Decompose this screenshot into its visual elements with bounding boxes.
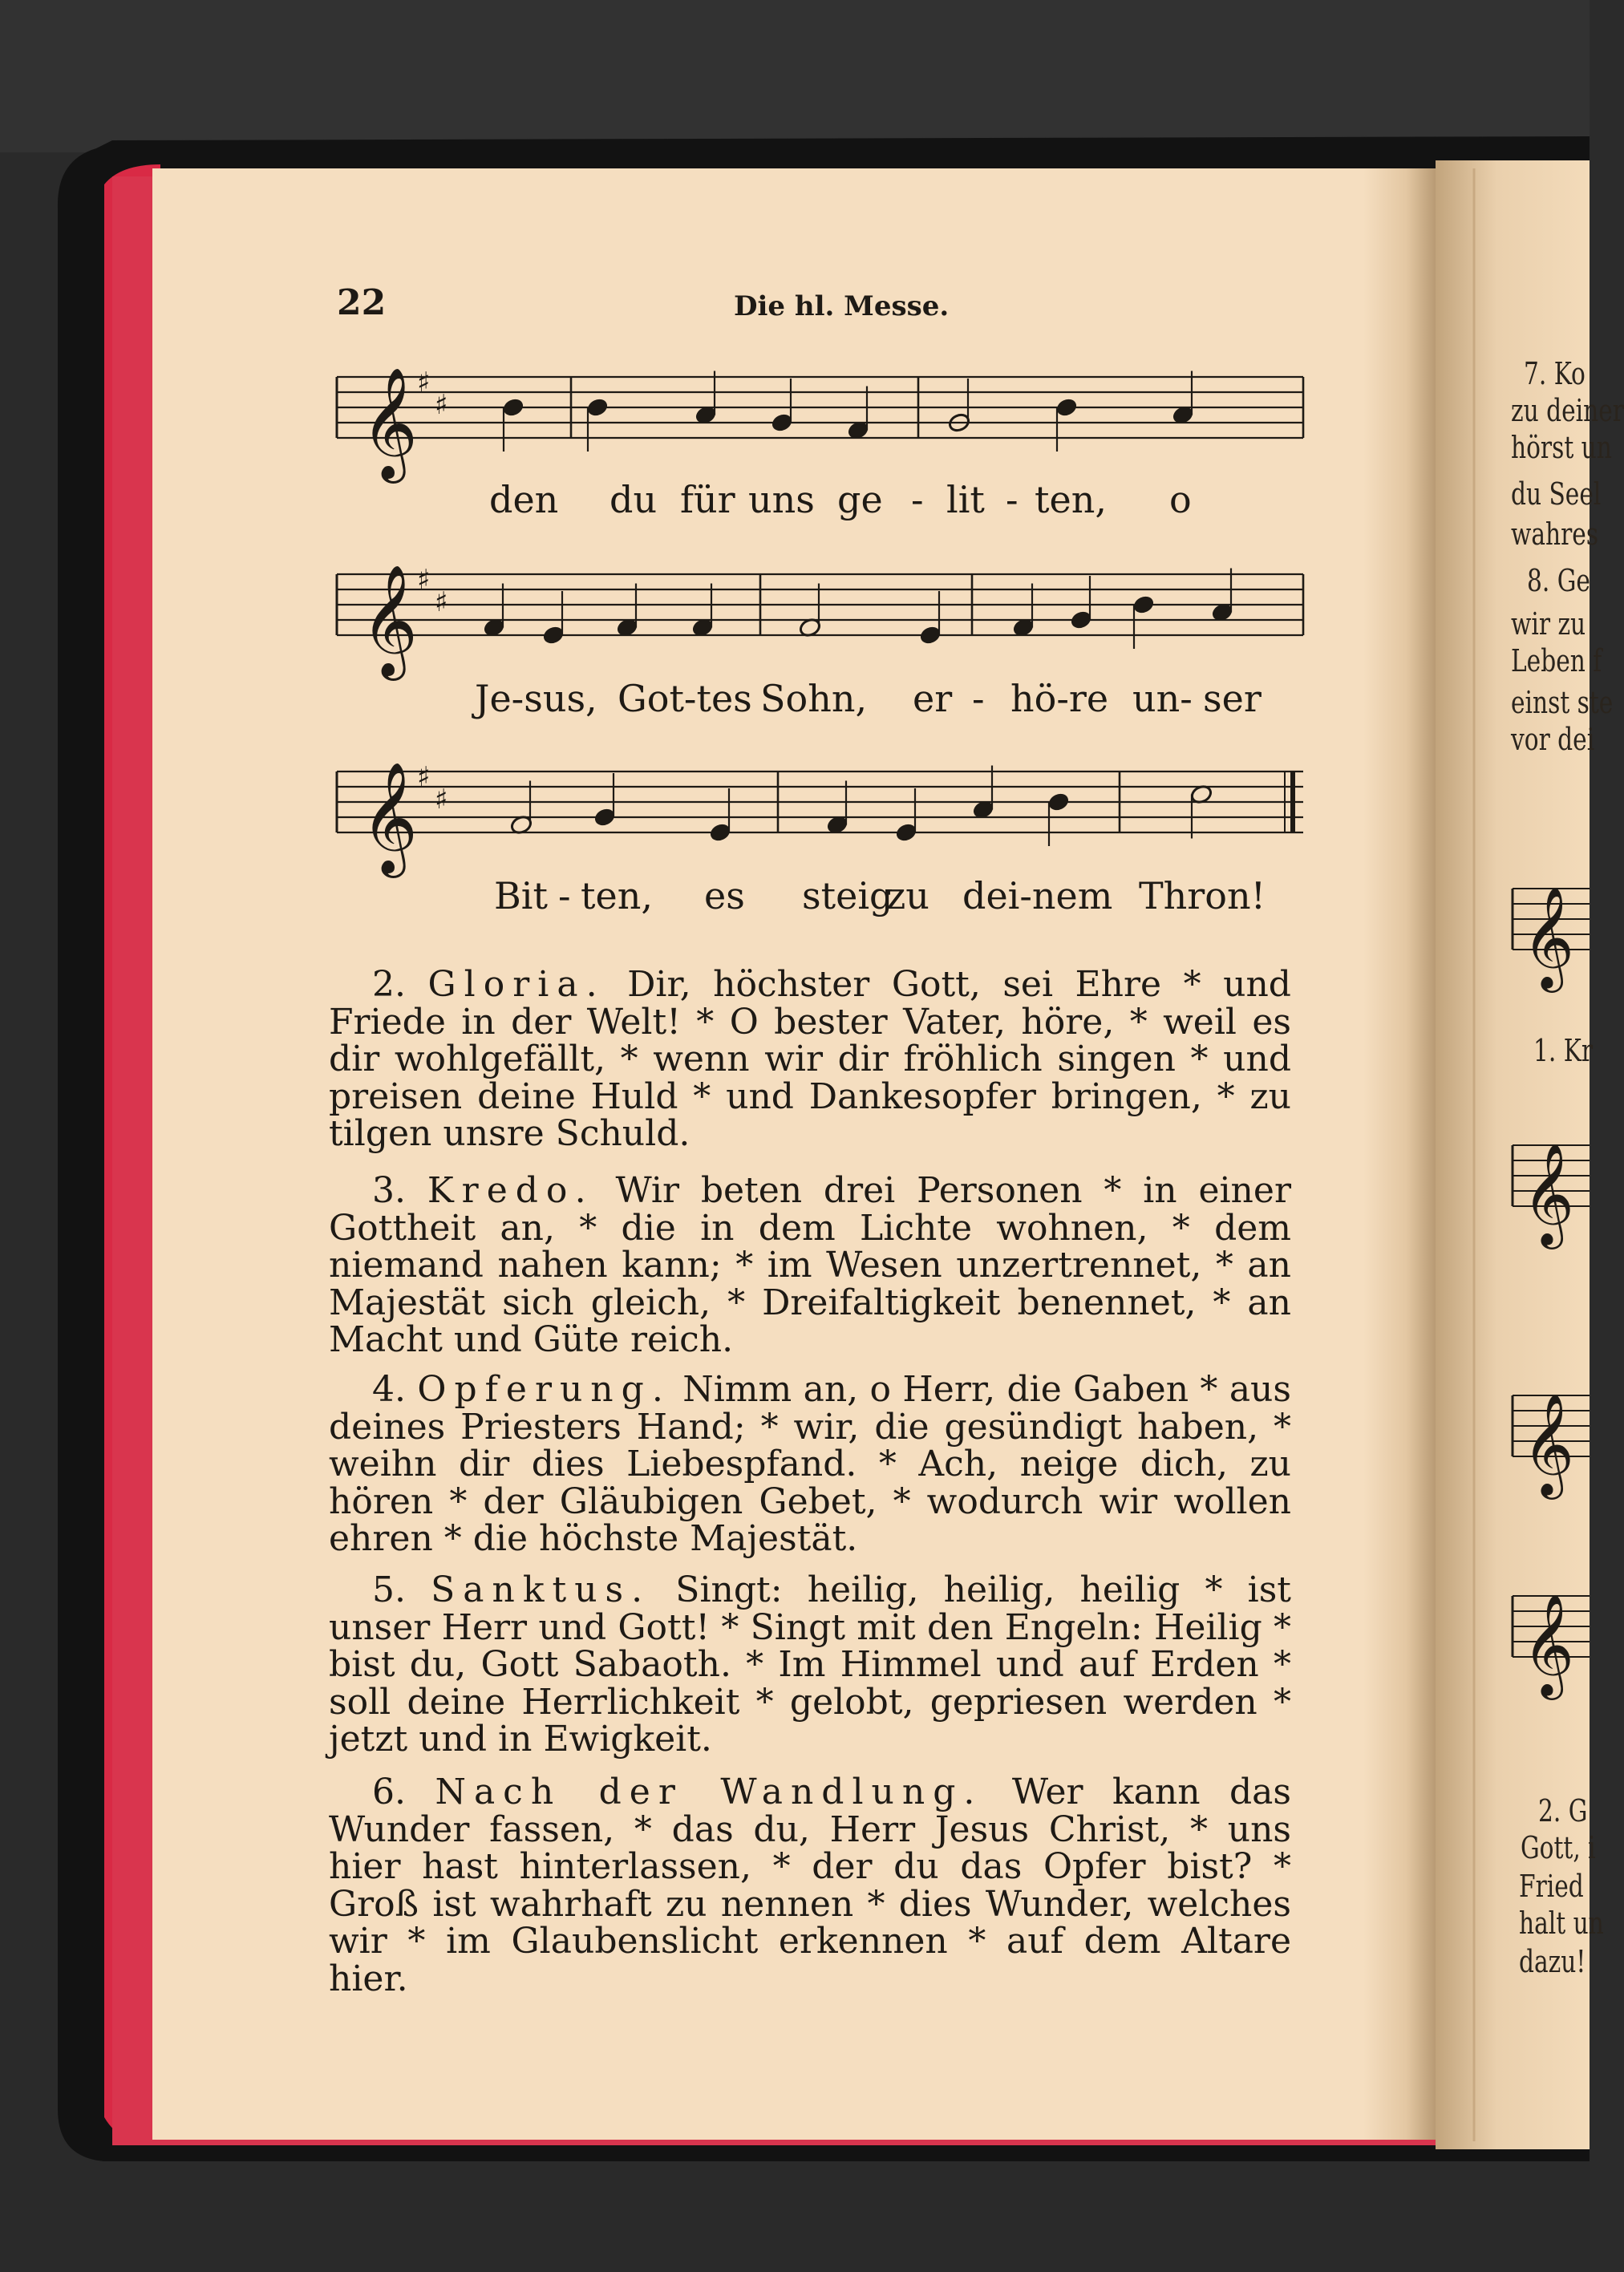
lyric-syllable: den — [489, 478, 559, 521]
verse-opferung — [329, 1371, 1291, 1558]
lyric-syllable: er — [913, 677, 953, 720]
facing-fragment: wahres — [1511, 516, 1599, 552]
lyric-syllable: ten, — [1035, 478, 1107, 521]
facing-fragment: Leben f — [1511, 643, 1602, 678]
verse-number: 3. — [372, 1170, 406, 1211]
lyric-syllable: Thron! — [1139, 874, 1266, 917]
lyric-syllable: un- — [1132, 677, 1193, 720]
sharp-icon: ♯ — [417, 761, 431, 793]
facing-fragment: 2. G — [1538, 1793, 1588, 1829]
running-head: Die hl. Messe. — [734, 290, 950, 322]
facing-fragment: wir zu — [1511, 606, 1586, 642]
lyric-syllable: ge — [837, 478, 883, 521]
lyric-syllable: Je-sus, — [475, 677, 597, 720]
lyric-syllable: Got-tes — [618, 677, 752, 720]
treble-clef-icon: 𝄞 — [361, 367, 418, 479]
verse-heading: Kredo. — [427, 1170, 594, 1211]
lyric-syllable: hö-re — [1010, 677, 1109, 720]
facing-fragment: zu deiner — [1511, 393, 1624, 428]
sharp-icon: ♯ — [417, 367, 431, 399]
facing-fragment: 1. Kr — [1533, 1033, 1594, 1068]
verse-sanktus — [329, 1569, 1291, 1760]
verse-text: Dir, höchster Gott, sei Ehre * und Friede in der Welt! * O bester Vater, höre, * weil es dir wohlgefällt, * wenn wir dir fröhlich singen * und preisen deine Huld * und Dankesopfer bringen, * zu tilgen unsre Schuld. — [329, 964, 1291, 1154]
treble-clef-icon: 𝄞 — [361, 762, 418, 873]
treble-clef-icon: 𝄞 — [1522, 1593, 1575, 1695]
facing-fragment: du Seel — [1511, 476, 1602, 512]
verse-text: Nimm an, o Herr, die Gaben * aus deines Priesters Hand; * wir, die gesündigt haben, * weihn dir dies Liebespfand. * Ach, neige dich, zu hören * der Gläubigen Gebet, * wodurch wir wollen ehren * die höchste Majestät. — [329, 1369, 1291, 1559]
lyric-syllable: ten, — [581, 874, 653, 917]
facing-fragment: 8. Ge — [1527, 563, 1590, 598]
lyric-syllable: zu — [886, 874, 929, 917]
page-number: 22 — [337, 282, 387, 323]
verse-text: Wer kann das Wunder fassen, * das du, Herr Jesus Christ, * uns hier hast hinterlassen, * der du das Opfer bist? * Groß ist wahrhaft zu nennen * dies Wunder, welches wir * im Glaubenslicht erkennen * auf dem Altare hier. — [329, 1772, 1291, 1999]
verse-text: Singt: heilig, heilig, heilig * ist unser Herr und Gott! * Singt mit den Engeln: Heilig * bist du, Gott Sabaoth. * Im Himmel und auf Erden * soll deine Herrlichkeit * gelobt, gepriesen werden * jetzt und in Ewigkeit. — [329, 1569, 1291, 1760]
verse-text: Wir beten drei Personen * in einer Gottheit an, * die in dem Lichte wohnen, * dem niemand nahen kann; * im Wesen unzertrennet, * an Majestät sich gleich, * Dreifaltigkeit benennet, * an Macht und Güte reich. — [329, 1170, 1291, 1360]
treble-clef-icon: 𝄞 — [1522, 1392, 1575, 1495]
facing-fragment: einst ste — [1511, 685, 1614, 720]
facing-fragment: dazu! — [1519, 1944, 1586, 1979]
sharp-icon: ♯ — [417, 564, 431, 596]
lyric-syllable: du — [610, 478, 658, 521]
lyric-syllable: - — [972, 677, 985, 720]
verse-gloria — [329, 966, 1291, 1153]
treble-clef-icon: 𝄞 — [361, 565, 418, 676]
verse-heading: Nach der Wandlung. — [435, 1772, 983, 1812]
lyric-syllable: - — [558, 874, 571, 917]
sharp-icon: ♯ — [435, 586, 448, 618]
verse-number: 2. — [372, 964, 406, 1005]
lyric-syllable: ser — [1203, 677, 1262, 720]
treble-clef-icon: 𝄞 — [1522, 1142, 1575, 1245]
lyric-syllable: Bit — [494, 874, 549, 917]
lyric-syllable: lit — [946, 478, 985, 521]
facing-fragment: vor dei — [1511, 722, 1595, 757]
facing-fragment: Gott, i — [1521, 1830, 1596, 1865]
facing-fragment: Fried — [1519, 1869, 1584, 1904]
verse-heading: Sanktus. — [431, 1569, 651, 1610]
verse-wandlung — [329, 1774, 1291, 1998]
lyric-syllable: uns — [748, 478, 815, 521]
verse-heading: Gloria. — [427, 964, 605, 1005]
verse-heading: Opferung. — [417, 1369, 671, 1410]
lyric-syllable: - — [1006, 478, 1019, 521]
lyric-syllable: - — [911, 478, 924, 521]
verse-kredo — [329, 1172, 1291, 1359]
lyric-syllable: dei-nem — [962, 874, 1113, 917]
verse-number: 4. — [372, 1369, 406, 1410]
lyric-syllable: Sohn, — [760, 677, 868, 720]
lyric-syllable: es — [704, 874, 745, 917]
lyric-syllable: steig — [802, 874, 893, 917]
facing-fragment: 7. Ko — [1524, 356, 1586, 391]
facing-fragment: hörst un — [1511, 430, 1612, 465]
facing-fragment: halt un — [1519, 1905, 1604, 1941]
sharp-icon: ♯ — [435, 389, 448, 421]
verse-number: 5. — [372, 1569, 406, 1610]
lyric-syllable: für — [680, 478, 735, 521]
treble-clef-icon: 𝄞 — [1522, 885, 1575, 988]
lyric-syllable: o — [1169, 478, 1192, 521]
sharp-icon: ♯ — [435, 784, 448, 816]
verse-number: 6. — [372, 1772, 406, 1812]
